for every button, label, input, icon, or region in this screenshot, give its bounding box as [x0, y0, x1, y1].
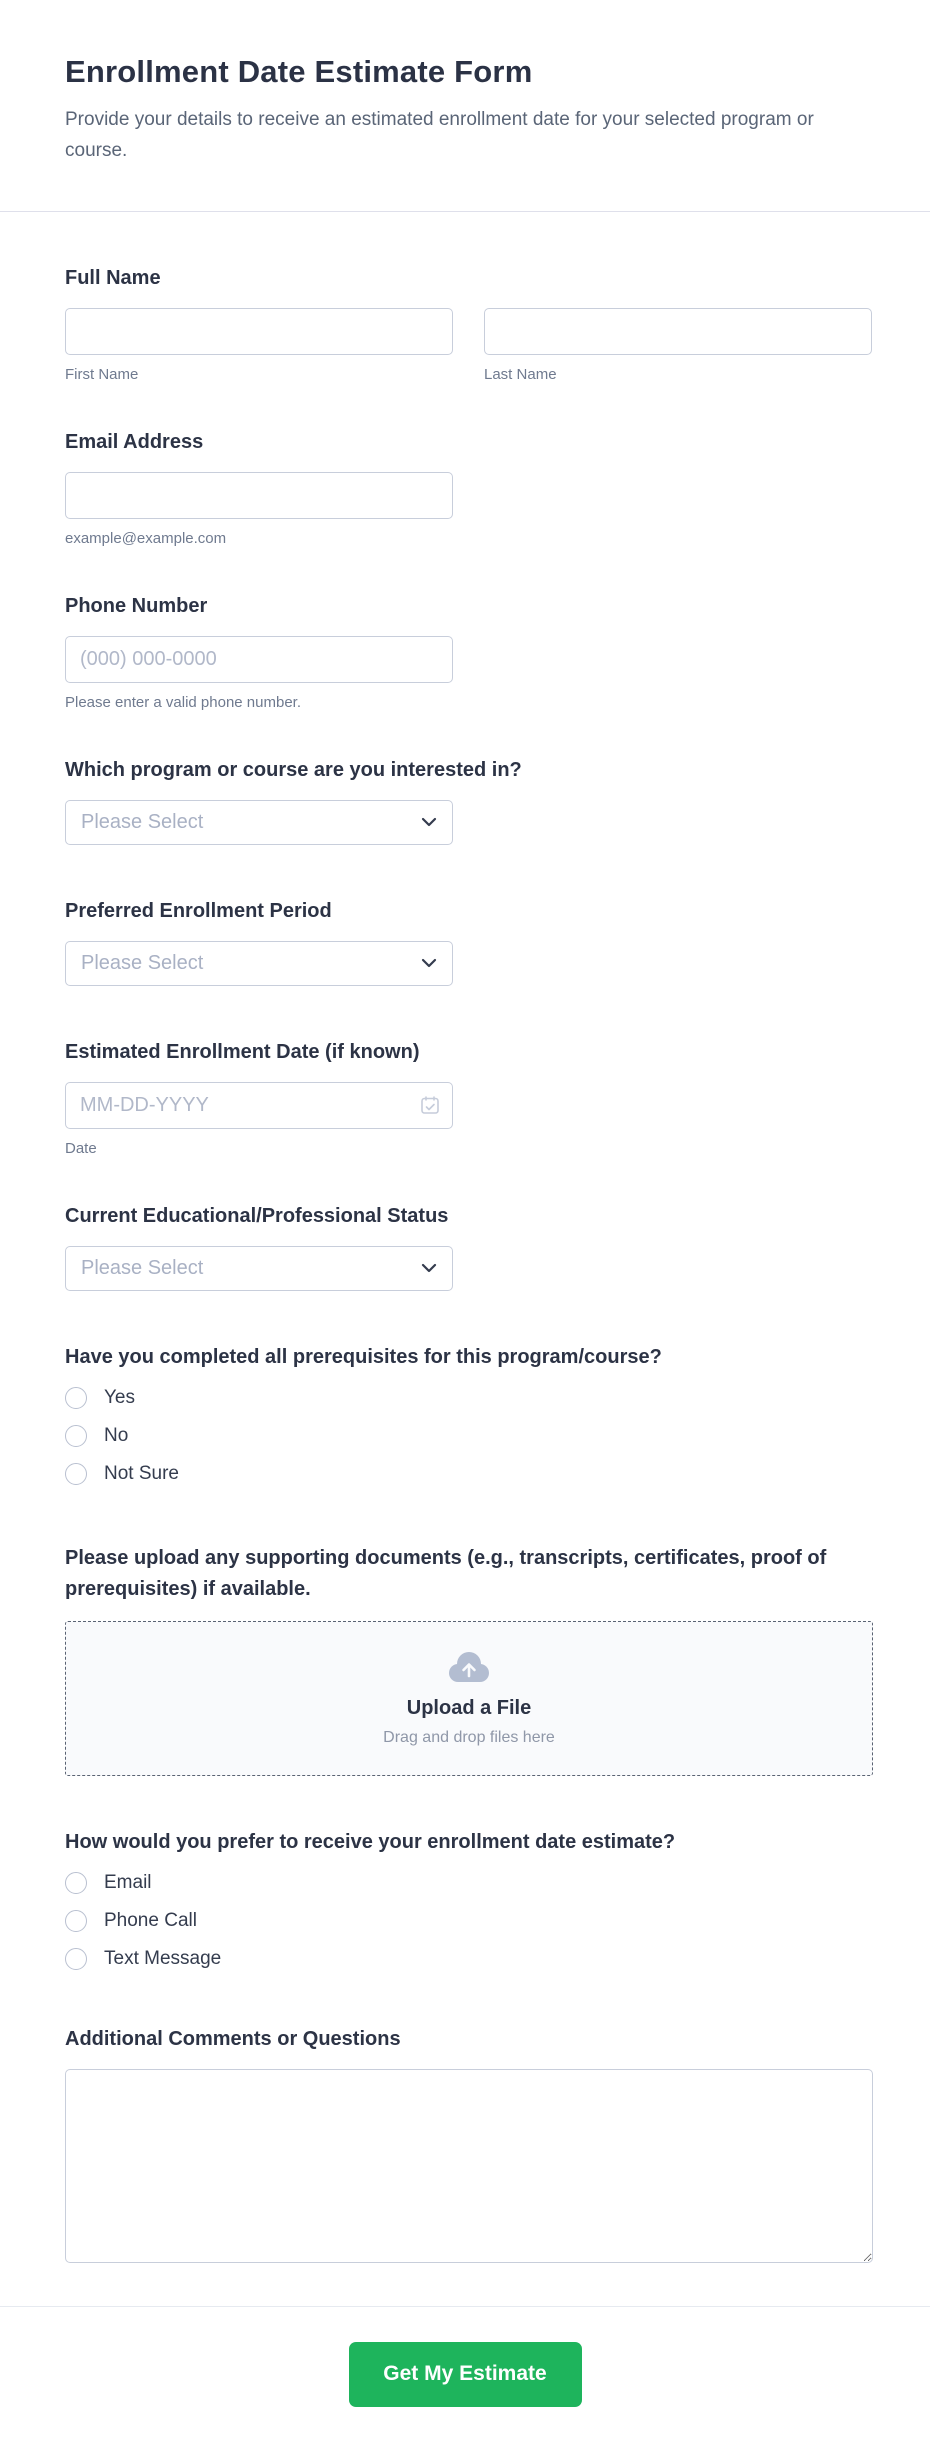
prerequisites-option-no[interactable] [65, 1425, 128, 1447]
contact-preference-label: How would you prefer to receive your enrollment date estimate? [65, 1830, 676, 1853]
upload-file-button-text: Upload a File [406, 1697, 532, 1720]
chevron-down-icon [421, 817, 437, 827]
upload-drop-hint: Drag and drop files here [383, 1729, 555, 1747]
radio-option-label: Not Sure [104, 1462, 179, 1484]
radio-button[interactable] [65, 1910, 87, 1932]
current-status-select[interactable] [65, 1246, 453, 1291]
radio-button[interactable] [65, 1948, 87, 1970]
enrollment-date-sublabel: Date [65, 1139, 97, 1157]
last-name-col [484, 308, 872, 383]
question-contact-preference [65, 1831, 873, 1970]
question-full-name [65, 267, 873, 383]
question-current-status [65, 1205, 873, 1291]
phone-input[interactable] [65, 636, 453, 683]
last-name-input[interactable] [484, 308, 872, 355]
program-label: Which program or course are you interested in? [65, 758, 522, 781]
cloud-upload-icon [445, 1649, 493, 1685]
submit-button[interactable]: Get My Estimate [349, 2342, 582, 2407]
enrollment-date-label: Estimated Enrollment Date (if known) [65, 1040, 420, 1063]
comments-label: Additional Comments or Questions [65, 2027, 401, 2050]
radio-option-label: Text Message [104, 1947, 222, 1969]
enrollment-period-label: Preferred Enrollment Period [65, 899, 332, 922]
program-select[interactable] [65, 800, 453, 845]
full-name-inputs [65, 308, 873, 383]
current-status-label: Current Educational/Professional Status [65, 1204, 449, 1227]
question-comments [65, 2028, 873, 2268]
question-documents-upload [65, 1543, 873, 1776]
phone-label: Phone Number [65, 594, 208, 617]
comments-textarea[interactable] [65, 2069, 873, 2263]
radio-option-label: Phone Call [104, 1909, 197, 1931]
chevron-down-icon [421, 1263, 437, 1273]
radio-option-label: No [104, 1424, 129, 1446]
question-enrollment-period [65, 900, 873, 986]
documents-upload-label: Please upload any supporting documents (e.g., transcripts, certificates, proof of prerequisites) if available. [65, 1546, 827, 1600]
enrollment-period-select[interactable] [65, 941, 453, 986]
prerequisites-label: Have you completed all prerequisites for this program/course? [65, 1345, 662, 1368]
first-name-col [65, 308, 453, 383]
contact-preference-option-email[interactable] [65, 1872, 152, 1894]
question-program [65, 759, 873, 845]
submit-section [0, 2307, 930, 2454]
last-name-sublabel: Last Name [484, 365, 557, 383]
radio-button[interactable] [65, 1463, 87, 1485]
form-header [0, 0, 930, 211]
current-status-select-value: Please Select [81, 1256, 204, 1279]
file-upload-dropzone[interactable] [65, 1621, 873, 1776]
radio-button[interactable] [65, 1425, 87, 1447]
form-body [0, 212, 930, 2306]
question-enrollment-date [65, 1041, 873, 1157]
question-email [65, 431, 873, 547]
question-prerequisites [65, 1346, 873, 1485]
full-name-label: Full Name [65, 266, 161, 289]
contact-preference-option-text-message[interactable] [65, 1948, 221, 1970]
calendar-icon[interactable] [419, 1094, 441, 1116]
enrollment-date-field [65, 1082, 453, 1129]
form-subtitle: Provide your details to receive an estimated enrollment date for your selected program or course. [65, 109, 814, 162]
radio-button[interactable] [65, 1387, 87, 1409]
email-label: Email Address [65, 430, 204, 453]
prerequisites-option-yes[interactable] [65, 1387, 135, 1409]
radio-option-label: Email [104, 1871, 152, 1893]
first-name-sublabel: First Name [65, 365, 139, 383]
contact-preference-option-phone-call[interactable] [65, 1910, 197, 1932]
radio-option-label: Yes [104, 1386, 135, 1408]
chevron-down-icon [421, 958, 437, 968]
email-sublabel: example@example.com [65, 529, 227, 547]
enrollment-period-select-value: Please Select [81, 951, 204, 974]
email-input[interactable] [65, 472, 453, 519]
radio-button[interactable] [65, 1872, 87, 1894]
enrollment-date-input[interactable] [65, 1082, 453, 1129]
question-phone [65, 595, 873, 711]
program-select-value: Please Select [81, 810, 204, 833]
form-title: Enrollment Date Estimate Form [65, 54, 533, 89]
first-name-input[interactable] [65, 308, 453, 355]
prerequisites-option-not-sure[interactable] [65, 1463, 179, 1485]
phone-sublabel: Please enter a valid phone number. [65, 693, 301, 711]
